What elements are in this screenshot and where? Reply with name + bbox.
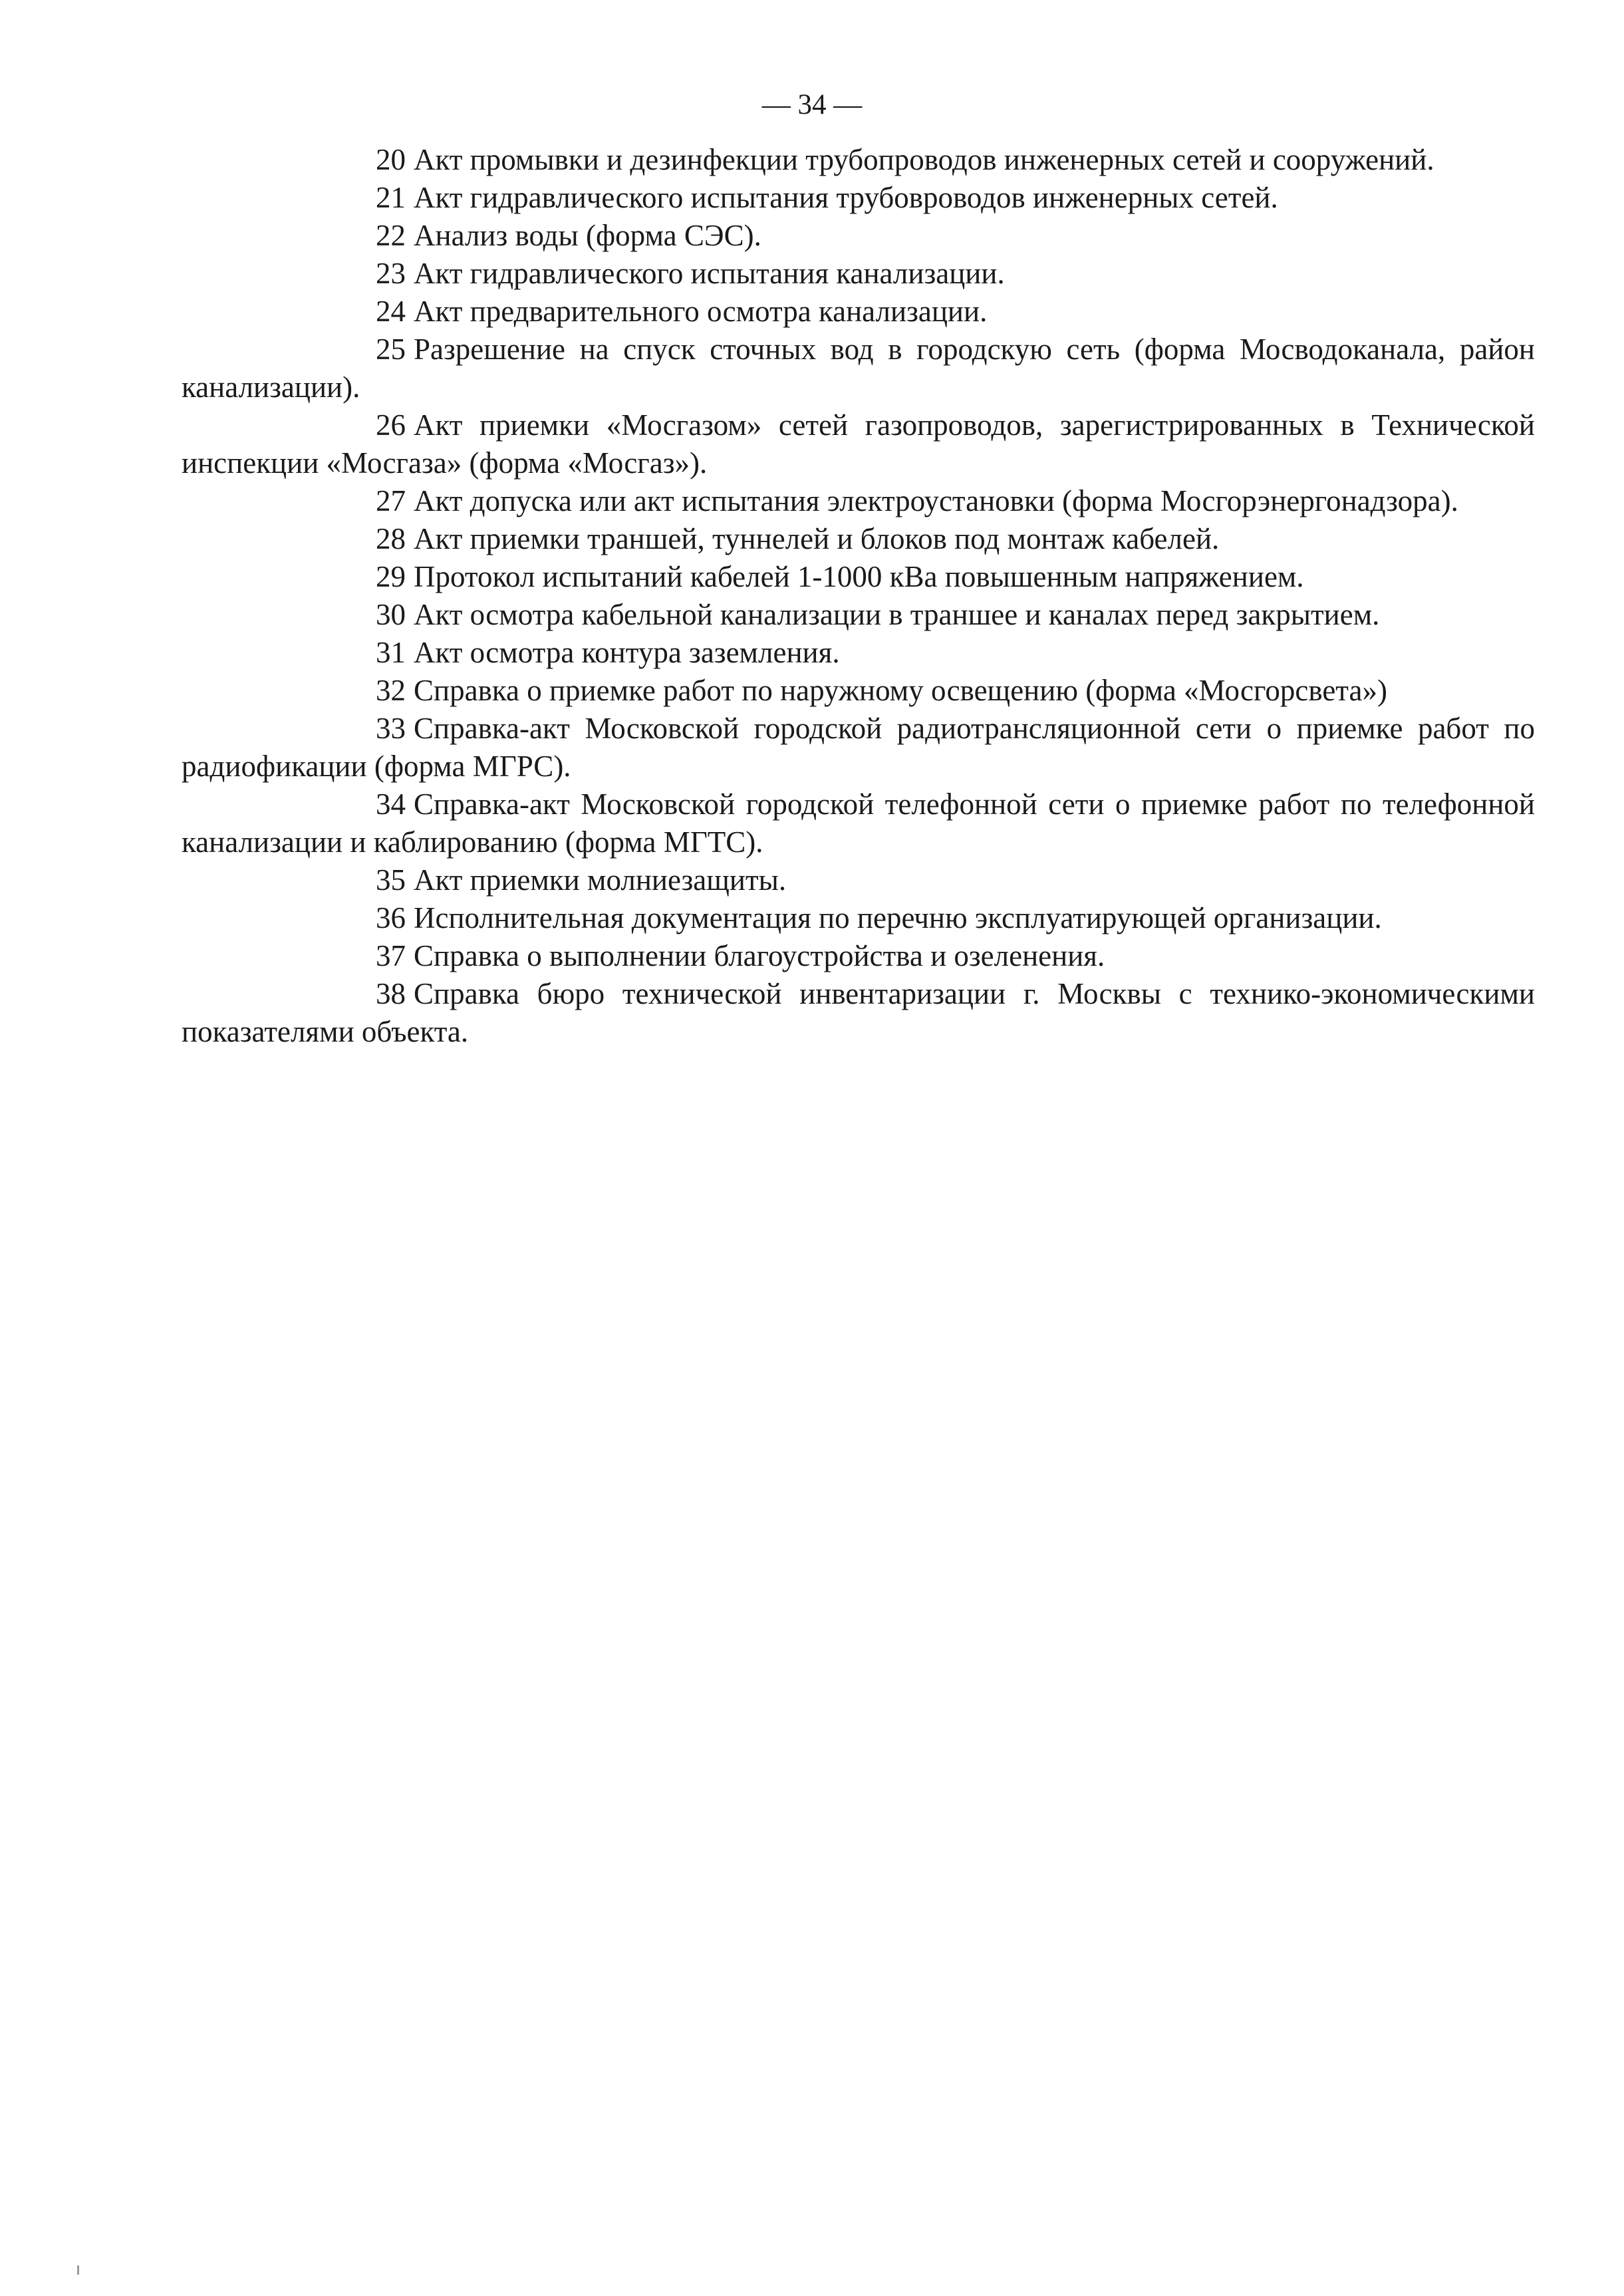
- item-number: 32: [376, 674, 406, 707]
- scan-speck: [77, 2265, 79, 2275]
- item-text: Справка о выполнении благоустройства и озеленения.: [414, 939, 1105, 972]
- item-number: 29: [376, 560, 406, 593]
- item-text: Справка о приемке работ по наружному освещению (форма «Мосгорсвета»): [414, 674, 1387, 707]
- list-item: [182, 786, 1535, 861]
- item-text: Акт промывки и дезинфекции трубопроводов инженерных сетей и сооружений.: [414, 143, 1434, 176]
- list-item: [182, 596, 1535, 634]
- item-text: Акт приемки «Мосгазом» сетей газопроводов, зарегистрированных в Технической инспекции «Мосгаза» (форма «Мосгаз»).: [182, 408, 1535, 480]
- list-item: [182, 672, 1535, 710]
- item-text: Акт гидравлического испытания канализации.: [414, 257, 1005, 290]
- item-number: 34: [376, 788, 406, 821]
- item-text: Акт гидравлического испытания трубовроводов инженерных сетей.: [414, 181, 1278, 214]
- item-number: 38: [376, 977, 406, 1010]
- item-number: 26: [376, 408, 406, 442]
- item-text: Справка-акт Московской городской телефонной сети о приемке работ по телефонной канализации и каблированию (форма МГТС).: [182, 788, 1535, 859]
- item-text: Акт предварительного осмотра канализации.: [414, 295, 988, 328]
- item-text: Акт приемки траншей, туннелей и блоков под монтаж кабелей.: [414, 522, 1220, 555]
- list-item: [182, 937, 1535, 975]
- item-number: 37: [376, 939, 406, 972]
- item-number: 20: [376, 143, 406, 176]
- list-item: [182, 482, 1535, 520]
- item-text: Протокол испытаний кабелей 1-1000 кВа повышенным напряжением.: [414, 560, 1304, 593]
- list-item: [182, 861, 1535, 899]
- item-text: Справка бюро технической инвентаризации г. Москвы с технико-экономическими показателями объекта.: [182, 977, 1535, 1048]
- list-item: [182, 179, 1535, 217]
- list-item: [182, 975, 1535, 1051]
- item-number: 33: [376, 712, 406, 745]
- list-item: [182, 634, 1535, 672]
- item-text: Исполнительная документация по перечню эксплуатирующей организации.: [414, 901, 1382, 934]
- item-number: 28: [376, 522, 406, 555]
- item-number: 21: [376, 181, 406, 214]
- page-number: — 34 —: [761, 89, 863, 120]
- item-number: 35: [376, 863, 406, 897]
- item-text: Акт осмотра кабельной канализации в траншее и каналах перед закрытием.: [414, 598, 1380, 631]
- item-number: 31: [376, 636, 406, 669]
- list-item: [182, 293, 1535, 331]
- list-item: [182, 217, 1535, 255]
- item-text: Акт приемки молниезащиты.: [414, 863, 787, 897]
- item-text: Справка-акт Московской городской радиотрансляционной сети о приемке работ по радиофикации (форма МГРС).: [182, 712, 1535, 783]
- document-list: [182, 141, 1535, 1051]
- list-item: [182, 331, 1535, 406]
- item-number: 36: [376, 901, 406, 934]
- item-number: 27: [376, 484, 406, 517]
- item-number: 22: [376, 219, 406, 252]
- item-text: Акт допуска или акт испытания электроустановки (форма Мосгорэнергонадзора).: [414, 484, 1458, 517]
- list-item: [182, 520, 1535, 558]
- list-item: [182, 141, 1535, 179]
- item-text: Разрешение на спуск сточных вод в городскую сеть (форма Мосводоканала, район канализации).: [182, 333, 1535, 404]
- item-number: 24: [376, 295, 406, 328]
- list-item: [182, 406, 1535, 482]
- list-item: [182, 899, 1535, 937]
- item-text: Анализ воды (форма СЭС).: [414, 219, 761, 252]
- list-item: [182, 558, 1535, 596]
- item-text: Акт осмотра контура заземления.: [414, 636, 840, 669]
- item-number: 30: [376, 598, 406, 631]
- list-item: [182, 255, 1535, 293]
- list-item: [182, 710, 1535, 786]
- item-number: 23: [376, 257, 406, 290]
- item-number: 25: [376, 333, 406, 366]
